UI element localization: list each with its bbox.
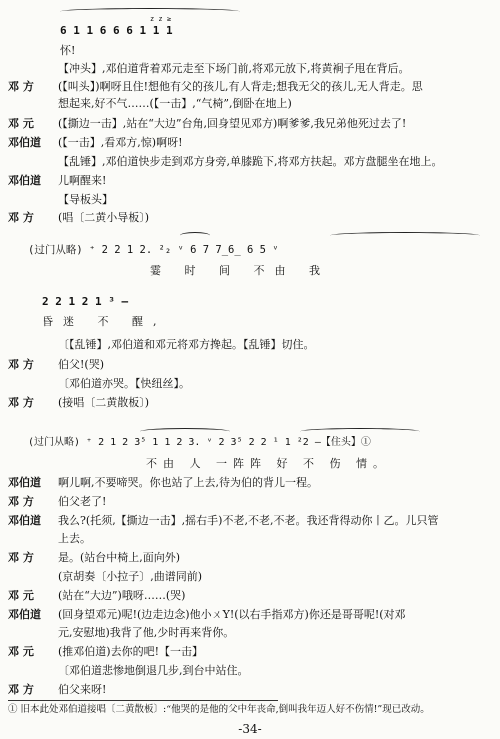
lyric-line: 昏迷 不 醒, [42, 315, 167, 328]
dialogue: (站在“大边”)哦呀……(哭) [58, 589, 186, 602]
dialogue: 伯父老了! [58, 495, 107, 508]
speaker: 邓伯道 [8, 608, 41, 621]
speaker: 邓 元 [8, 117, 34, 130]
dialogue-cont: 元,安慰地)我背了他,少时再来背你。 [58, 626, 235, 639]
slur-mark [330, 232, 480, 239]
music-cue: (京胡奏〔小拉子〕,曲谱同前) [58, 570, 203, 583]
speaker: 邓 元 [8, 645, 34, 658]
dialogue: 我么?(托须,【撕边一击】,摇右手)不老,不老,不老。我还背得动你丨乙。儿只管 [58, 514, 439, 527]
speaker: 邓 方 [8, 211, 34, 224]
page-number: -34- [238, 722, 262, 736]
lyric-line: 不由 人 一阵阵 好 不 伤 情。 [146, 457, 390, 470]
notation-line: 6 1 1 6 6 6 1 1 1 [60, 24, 173, 37]
lyric-line: 怀! [60, 44, 76, 57]
stage-direction: 【乱锤】,邓伯道快步走到邓方身旁,单膝跪下,将邓方扶起。邓方盘腿坐在地上。 [58, 155, 443, 168]
dialogue: (回身望邓元)呢!(边走边念)他小ㄨY!(以右手指邓方)你还是哥哥呢!(对邓 [58, 608, 406, 621]
stage-direction: 〔邓伯道悲惨地倒退几步,到台中站住。 [58, 664, 249, 677]
slur-mark [180, 232, 210, 239]
dialogue: (推邓伯道)去你的吧!【一击】 [58, 645, 204, 658]
lyric-line: 霎 时 间 不由 我 [150, 264, 330, 277]
dialogue-cont: 上去。 [58, 532, 91, 545]
speaker: 邓伯道 [8, 174, 41, 187]
dialogue: 伯父来呀! [58, 683, 107, 696]
dialogue: 伯父!(哭) [58, 358, 105, 371]
dialogue: (【撕边一击】,站在“大边”台角,回身望见邓方)啊爹爹,我兄弟他死过去了! [58, 117, 407, 130]
dialogue: 儿啊醒来! [58, 174, 107, 187]
dialogue-cont: 想起来,好不气……(【一击】,“气椅”,倒卧在地上) [58, 97, 292, 110]
notation-line: 2 2 1 2 1 ³ — [42, 295, 129, 308]
aria-label: (唱〔二黄小导板〕) [58, 211, 150, 224]
speaker: 邓伯道 [8, 476, 41, 489]
stage-direction: 【冲头】,邓伯道背着邓元走至下场门前,将邓元放下,将黄裥子甩在背后。 [58, 62, 410, 75]
aria-label: (接唱〔二黄散板〕) [58, 396, 150, 409]
slur-mark [140, 428, 230, 435]
speaker: 邓 方 [8, 495, 34, 508]
speaker: 邓 方 [8, 551, 34, 564]
footnote-rule [8, 700, 278, 701]
slur-mark [60, 8, 240, 15]
speaker: 邓伯道 [8, 514, 41, 527]
notation-line: (过门从略) ⁺ 2 2 1 2. ²₂ ᵛ 6 7 7̲6̲ 6 5 ᵛ [28, 244, 279, 256]
dialogue: 啊儿啊,不要啼哭。你也站了上去,待为伯的背儿一程。 [58, 476, 318, 489]
footnote: ① 旧本此处邓伯道接唱〔二黄散板〕:“他哭的是他的父中年丧命,倒叫我年迈人好不伤情!”现已改动。 [8, 704, 430, 715]
speaker: 邓 方 [8, 80, 34, 93]
speaker: 邓伯道 [8, 136, 41, 149]
speaker: 邓 元 [8, 589, 34, 602]
stage-direction: 〔邓伯道亦哭。【快纽丝】。 [58, 377, 190, 390]
speaker: 邓 方 [8, 358, 34, 371]
speaker: 邓 方 [8, 396, 34, 409]
percussion-cue: 【导板头】 [58, 193, 113, 206]
dialogue: 是。(站台中椅上,面向外) [58, 551, 181, 564]
notation-marks: z z ≥ [150, 15, 172, 23]
stage-direction: 〔【乱锤】,邓伯道和邓元将邓方搀起。【乱锤】切住。 [58, 338, 315, 351]
dialogue: (【叫头】)啊呀且住!想他有父的孩儿,有人背走;想我无父的孩儿,无人背走。思 [58, 80, 423, 93]
speaker: 邓 方 [8, 683, 34, 696]
dialogue: (【一击】,看邓方,惊)啊呀! [58, 136, 183, 149]
notation-line: (过门从略) ⁺ 2 1 2 3⁵ 1 1 2 3. ᵛ 2 3⁵ 2 2 ¹ 1 ²2 –【住头】① [28, 437, 371, 448]
slur-mark [300, 428, 420, 435]
